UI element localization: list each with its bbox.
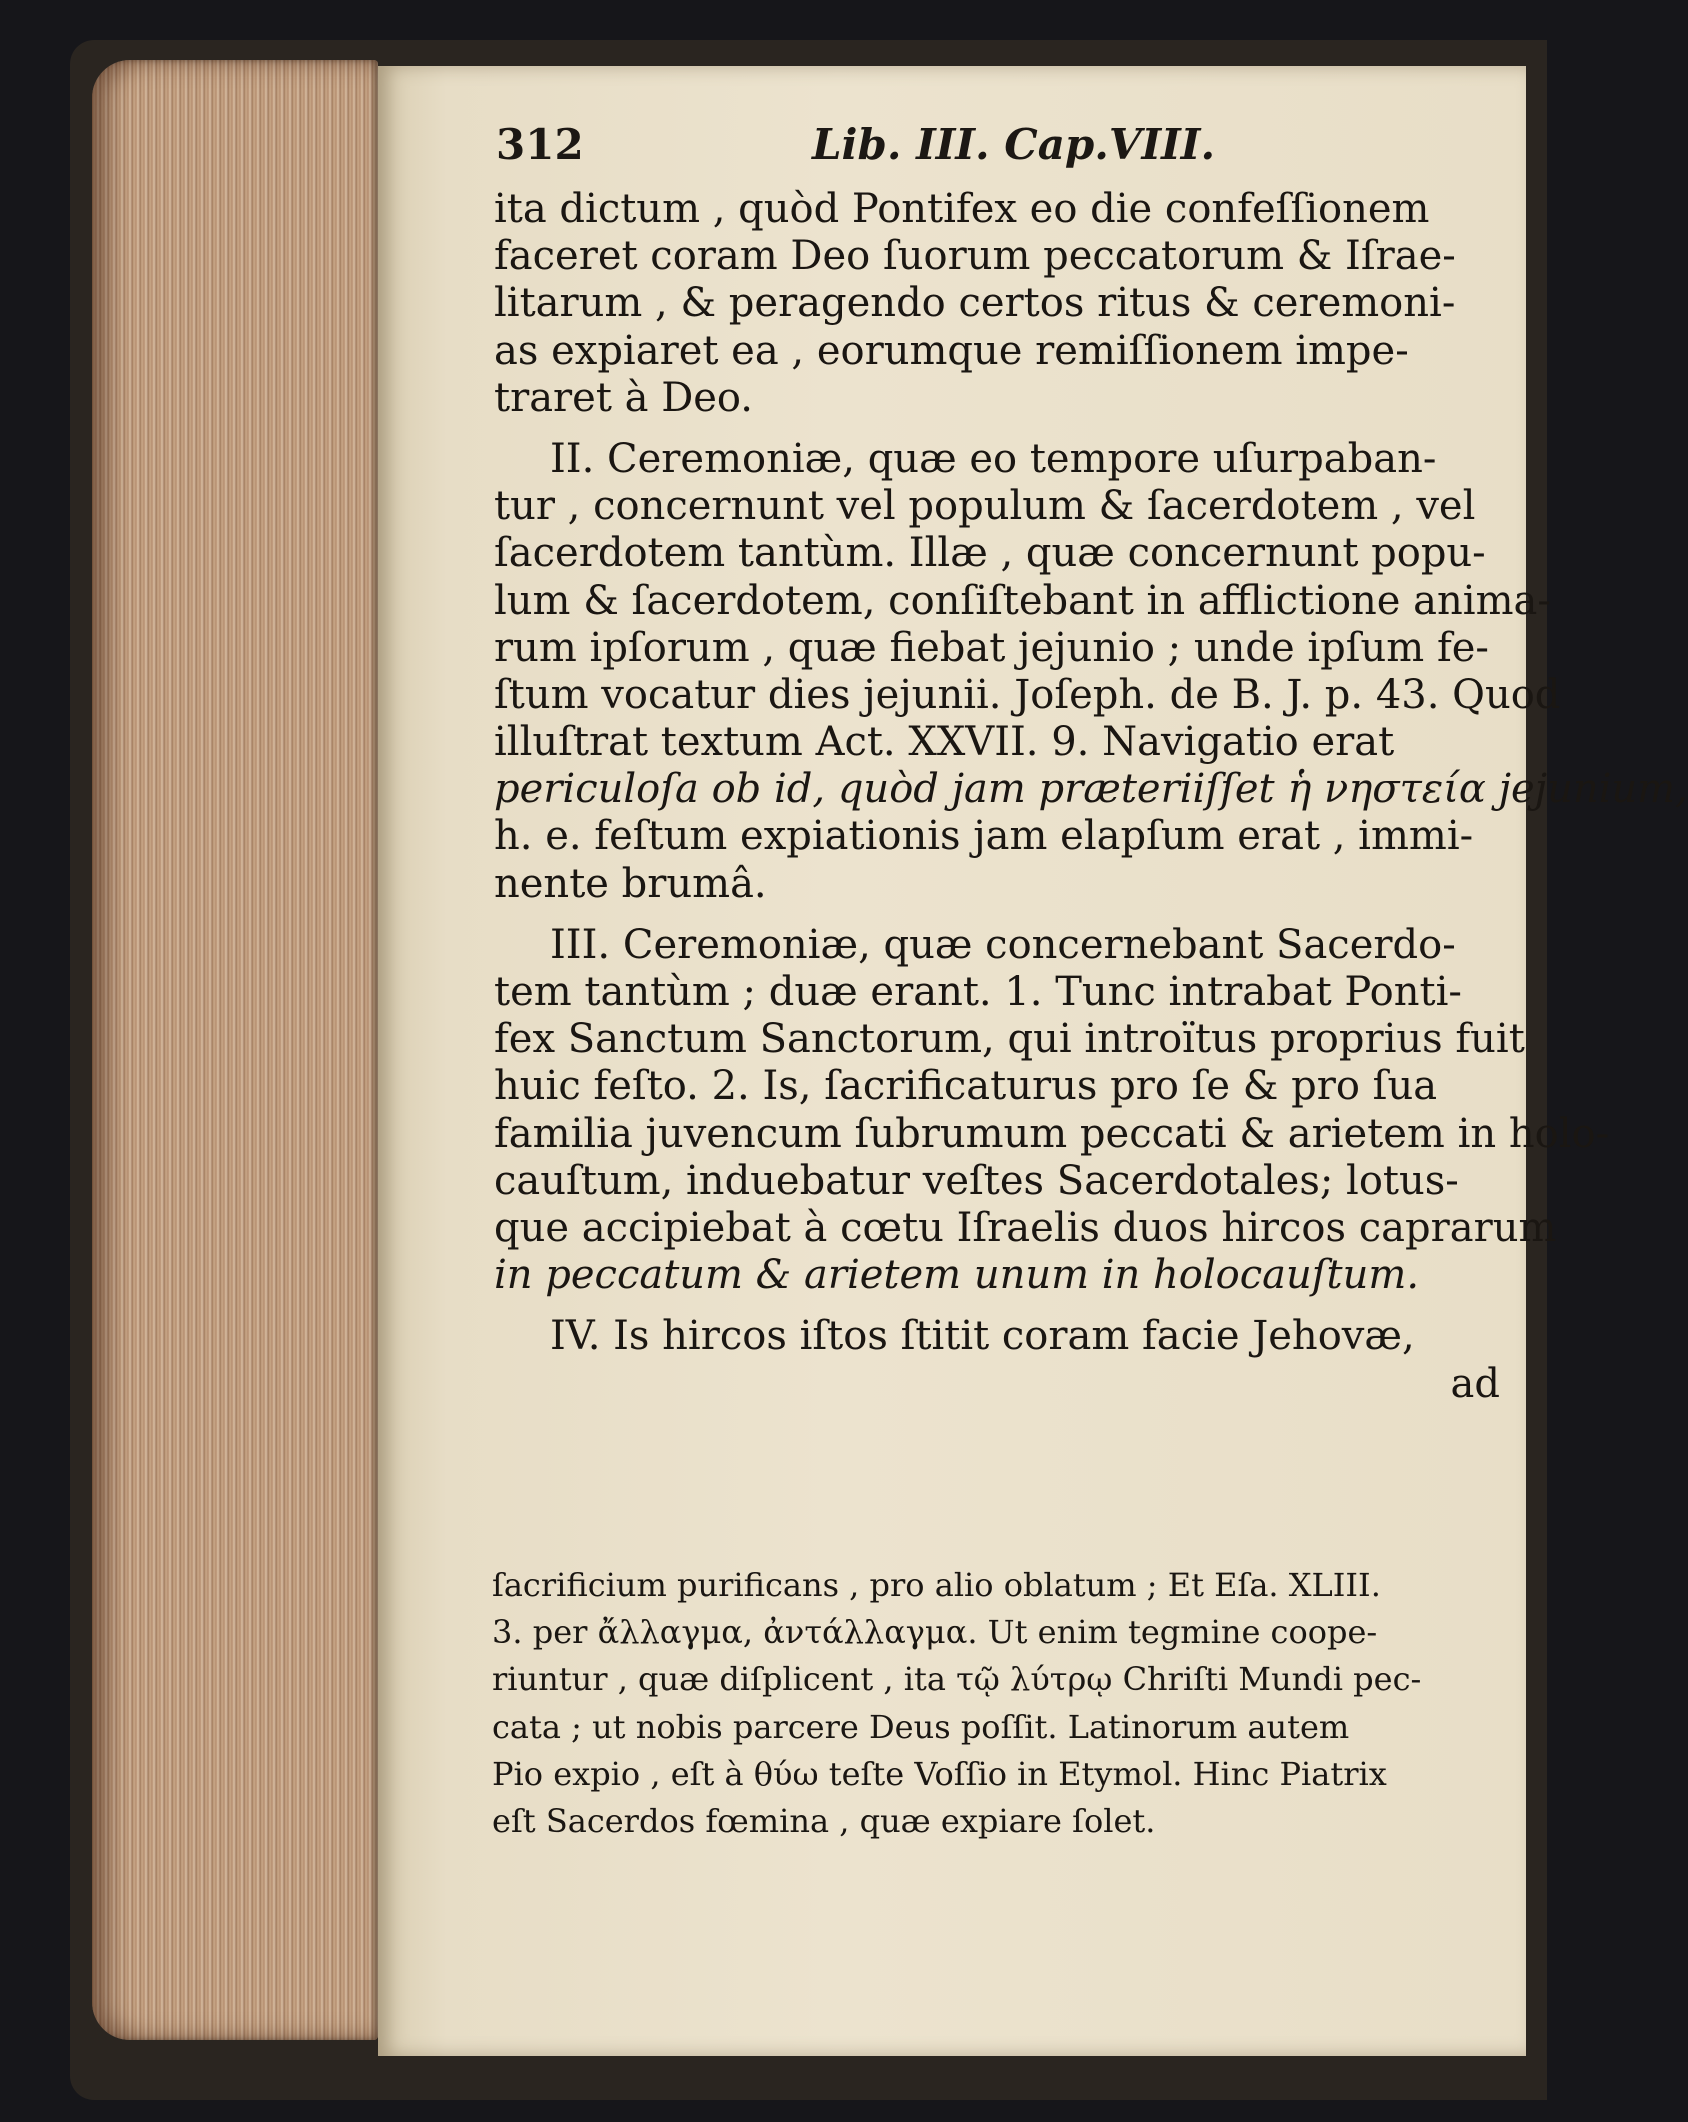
text-line: cauſtum, induebatur veſtes Sacerdotales; lotus- (494, 1157, 1459, 1204)
text-line: h. e. feſtum expiationis jam elapſum erat , immi- (494, 813, 1474, 860)
text-line: familia juvencum ſubrumum peccati & arietem in holo- (494, 1110, 1610, 1157)
text-line: ſacerdotem tantùm. Illæ , quæ concernunt popu- (494, 530, 1486, 577)
footnote-line: 3. per ἄλλαγμα, ἀντάλλαγμα. Ut enim tegmine coope- (492, 1613, 1378, 1652)
paragraph-gap (494, 1299, 1500, 1313)
footnote-line: ſacrificium purificans , pro alio oblatum ; Et Eſa. XLIII. (492, 1566, 1381, 1604)
catchword: ad (1450, 1360, 1500, 1407)
text-line: lum & ſacerdotem, conſiſtebant in afflictione anima- (494, 577, 1551, 624)
text-line: litarum , & peragendo certos ritus & ceremoni- (494, 280, 1456, 327)
text-line: nente brumâ. (494, 860, 767, 907)
text-line: periculoſa ob id, quòd jam præteriiſſet ἡ νηστεία jejunium, (494, 766, 1688, 813)
main-text (494, 186, 1688, 1408)
text-line: tur , concernunt vel populum & ſacerdotem , vel (494, 483, 1476, 530)
book-page (378, 66, 1688, 2056)
paragraph-start-IV: IV. Is hircos iſtos ſtitit coram facie Jehovæ, (550, 1313, 1415, 1360)
page-number: 312 (496, 120, 584, 169)
text-line: huic feſto. 2. Is, ſacrificaturus pro ſe & pro ſua (494, 1063, 1438, 1110)
text-line: que accipiebat à cœtu Iſraelis duos hircos caprarum (494, 1204, 1557, 1251)
text-line: ſtum vocatur dies jejunii. Joſeph. de B. J. p. 43. Quod (494, 671, 1561, 718)
text-line: illuſtrat textum Act. XXVII. 9. Navigatio erat (494, 719, 1395, 766)
paragraph-start-II: II. Ceremoniæ, quæ eo tempore uſurpaban- (550, 435, 1437, 482)
text-line: in peccatum & arietem unum in holocauſtum. (494, 1252, 1420, 1299)
text-line: faceret coram Deo ſuorum peccatorum & Iſrae- (494, 233, 1456, 280)
footnote-line: cata ; ut nobis parcere Deus poſſit. Latinorum autem (492, 1707, 1350, 1746)
paragraph-gap (494, 422, 1500, 436)
footnote (492, 1564, 1502, 1847)
running-head: Lib. III. Cap.VIII. (812, 120, 1216, 169)
page-header (496, 120, 1496, 170)
text-line: ita dictum , quòd Pontifex eo die confeſſionem (494, 186, 1430, 232)
page-edges (92, 60, 378, 2040)
text-line: as expiaret ea , eorumque remiſſionem impe- (494, 327, 1409, 374)
text-line: traret à Deo. (494, 374, 754, 421)
text-line: rum ipſorum , quæ fiebat jejunio ; unde ipſum fe- (494, 624, 1489, 671)
footnote-line: riuntur , quæ diſplicent , ita τῷ λύτρῳ Chriſti Mundi pec- (492, 1660, 1422, 1699)
footnote-line: Pio expio , eſt à θύω teſte Voſſio in Etymol. Hinc Piatrix (492, 1754, 1387, 1793)
footnote-line: eſt Sacerdos fœmina , quæ expiare ſolet. (492, 1801, 1156, 1840)
paragraph-start-III: III. Ceremoniæ, quæ concernebant Sacerdo- (550, 921, 1456, 968)
text-line: fex Sanctum Sanctorum, qui introïtus proprius fuit (494, 1016, 1525, 1063)
paragraph-gap (494, 908, 1500, 922)
text-line: tem tantùm ; duæ erant. 1. Tunc intrabat Ponti- (494, 969, 1462, 1015)
